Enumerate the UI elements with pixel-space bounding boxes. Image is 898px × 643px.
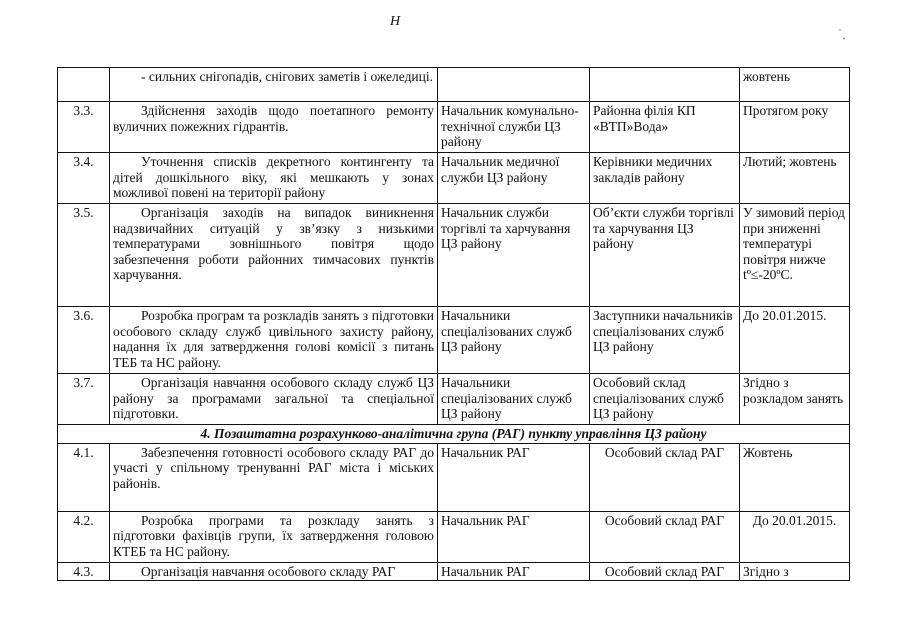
row-term: Жовтень xyxy=(740,443,850,511)
row-number: 4.2. xyxy=(58,511,110,562)
table-row xyxy=(58,102,850,153)
page-handwritten-mark: Н xyxy=(390,14,401,29)
table-row xyxy=(58,562,850,581)
row-responsible: Начальник РАГ xyxy=(438,511,590,562)
row-task: - сильних снігопадів, снігових заметів і ожеледиці. xyxy=(110,68,438,102)
row-responsible: Начальники спеціалізованих служб ЦЗ району xyxy=(438,374,590,425)
table-row xyxy=(58,153,850,204)
row-number: 3.3. xyxy=(58,102,110,153)
row-responsible: Начальник РАГ xyxy=(438,562,590,581)
row-involved: Керівники медичних закладів району xyxy=(590,153,740,204)
row-responsible xyxy=(438,68,590,102)
table-row xyxy=(58,68,850,102)
row-involved: Особовий склад спеціалізованих служб ЦЗ району xyxy=(590,374,740,425)
row-number: 3.4. xyxy=(58,153,110,204)
table-row xyxy=(58,374,850,425)
row-involved: Особовий склад РАГ xyxy=(590,562,740,581)
row-term: До 20.01.2015. xyxy=(740,511,850,562)
row-task: Організація заходів на випадок виникнення надзвичайних ситуацій у зв’язку з низькими температурами зовнішнього повітря щодо забезпечення роботи районних тимчасових пунктів харчування. xyxy=(110,204,438,307)
row-involved: Районна філія КП «ВТП»Вода» xyxy=(590,102,740,153)
row-task: Забезпечення готовності особового складу РАГ до участі у спільному тренуванні РАГ міста і міських районів. xyxy=(110,443,438,511)
row-responsible: Начальники спеціалізованих служб ЦЗ району xyxy=(438,307,590,374)
row-task: Розробка програми та розкладу занять з підготовки фахівців групи, їх затвердження головою КТЕБ та НС району. xyxy=(110,511,438,562)
row-term: Протягом року xyxy=(740,102,850,153)
row-responsible: Начальник комунально-технічної служби ЦЗ району xyxy=(438,102,590,153)
table-row xyxy=(58,443,850,511)
row-task: Організація навчання особового складу РАГ xyxy=(110,562,438,581)
section-title: 4. Позаштатна розрахунково-аналітична група (РАГ) пункту управління ЦЗ району xyxy=(58,425,850,444)
row-term: Згідно з розкладом занять xyxy=(740,374,850,425)
row-involved: Особовий склад РАГ xyxy=(590,443,740,511)
table-row xyxy=(58,511,850,562)
plan-table xyxy=(57,67,850,581)
row-task: Здійснення заходів щодо поетапного ремонту вуличних пожежних гідрантів. xyxy=(110,102,438,153)
table-row xyxy=(58,204,850,307)
row-responsible: Начальник служби торгівлі та харчування ЦЗ району xyxy=(438,204,590,307)
row-responsible: Начальник РАГ xyxy=(438,443,590,511)
table-row xyxy=(58,307,850,374)
row-number: 3.7. xyxy=(58,374,110,425)
row-term: жовтень xyxy=(740,68,850,102)
row-involved: Об’єкти служби торгівлі та харчування ЦЗ району xyxy=(590,204,740,307)
row-task: Організація навчання особового складу служб ЦЗ району за програмами загальної та спеціальної підготовки. xyxy=(110,374,438,425)
row-number: 4.1. xyxy=(58,443,110,511)
row-number: 3.6. xyxy=(58,307,110,374)
row-term: До 20.01.2015. xyxy=(740,307,850,374)
scan-artifact-mark: ˙ˎ xyxy=(838,26,846,40)
row-term: У зимовий період при зниженні температурі повітря нижче tº≤-20ºC. xyxy=(740,204,850,307)
row-task: Уточнення списків декретного контингенту та дітей дошкільного віку, які мешкають у зонах можливої повені на території району xyxy=(110,153,438,204)
row-number: 3.5. xyxy=(58,204,110,307)
row-involved: Заступники начальників спеціалізованих служб ЦЗ району xyxy=(590,307,740,374)
row-number: 4.3. xyxy=(58,562,110,581)
row-involved: Особовий склад РАГ xyxy=(590,511,740,562)
section-header-row xyxy=(58,425,850,444)
row-number xyxy=(58,68,110,102)
row-responsible: Начальник медичної служби ЦЗ району xyxy=(438,153,590,204)
row-term: Лютий; жовтень xyxy=(740,153,850,204)
row-involved xyxy=(590,68,740,102)
row-term: Згідно з xyxy=(740,562,850,581)
row-task: Розробка програм та розкладів занять з підготовки особового складу служб цивільного захисту району, надання їх для затвердження голові комісії з питань ТЕБ та НС району. xyxy=(110,307,438,374)
